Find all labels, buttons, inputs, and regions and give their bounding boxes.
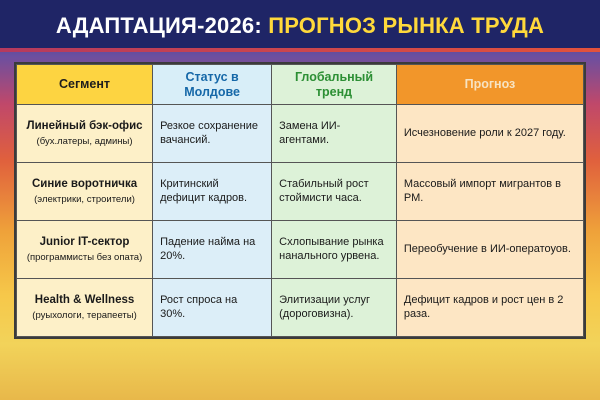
cell-moldova-status: Резкое сохранение вачансий.	[153, 105, 272, 163]
forecast-table	[16, 64, 584, 337]
cell-segment	[17, 163, 153, 221]
segment-name: Junior IT-сектор	[39, 236, 130, 249]
page-title	[56, 14, 544, 37]
cell-global-trend: Стабильный рост стоймисти часа.	[272, 163, 397, 221]
table-row	[17, 221, 584, 279]
segment-detail: (электрики, строители)	[34, 193, 135, 205]
cell-moldova-status: Критинский дефицит кадров.	[153, 163, 272, 221]
column-header-global-trend: Глобальный тренд	[272, 65, 397, 105]
column-header-segment: Сегмент	[17, 65, 153, 105]
page-title-accent: ПРОГНОЗ РЫНКА ТРУДА	[268, 13, 545, 39]
segment-name: Линейный бэк-офис	[26, 120, 143, 133]
table-header-row	[17, 65, 584, 105]
cell-forecast: Переобучение в ИИ-оператоуов.	[396, 221, 583, 279]
cell-moldova-status: Падение найма на 20%.	[153, 221, 272, 279]
segment-name: Health & Wellness	[34, 294, 135, 307]
page-title-primary: АДАПТАЦИЯ-2026:	[55, 13, 262, 39]
cell-forecast: Массовый импорт мигрантов в РМ.	[396, 163, 583, 221]
segment-detail: (бух.латеры, админы)	[36, 135, 133, 147]
table-row	[17, 163, 584, 221]
segment-name: Синие воротничка	[31, 178, 138, 191]
cell-forecast: Исчезновение роли к 2027 году.	[396, 105, 583, 163]
cell-global-trend: Замена ИИ-агентами.	[272, 105, 397, 163]
cell-segment	[17, 221, 153, 279]
cell-global-trend: Схлопывание рынка нанального урвена.	[272, 221, 397, 279]
cell-segment	[17, 279, 153, 337]
cell-segment	[17, 105, 153, 163]
poster-footer-band	[0, 364, 600, 400]
column-header-moldova-status: Статус в Молдове	[153, 65, 272, 105]
table-body	[17, 105, 584, 337]
header-band	[0, 0, 600, 52]
cell-global-trend: Элитизации услуг (дороговизна).	[272, 279, 397, 337]
segment-detail: (программисты без опата)	[26, 251, 143, 263]
table-row	[17, 105, 584, 163]
forecast-table-container	[14, 62, 586, 339]
table-row	[17, 279, 584, 337]
cell-forecast: Дефицит кадров и рост цен в 2 раза.	[396, 279, 583, 337]
cell-moldova-status: Рост спроса на 30%.	[153, 279, 272, 337]
table-header	[17, 65, 584, 105]
column-header-forecast: Прогноз	[396, 65, 583, 105]
segment-detail: (руыхологи, терапееты)	[32, 309, 137, 321]
